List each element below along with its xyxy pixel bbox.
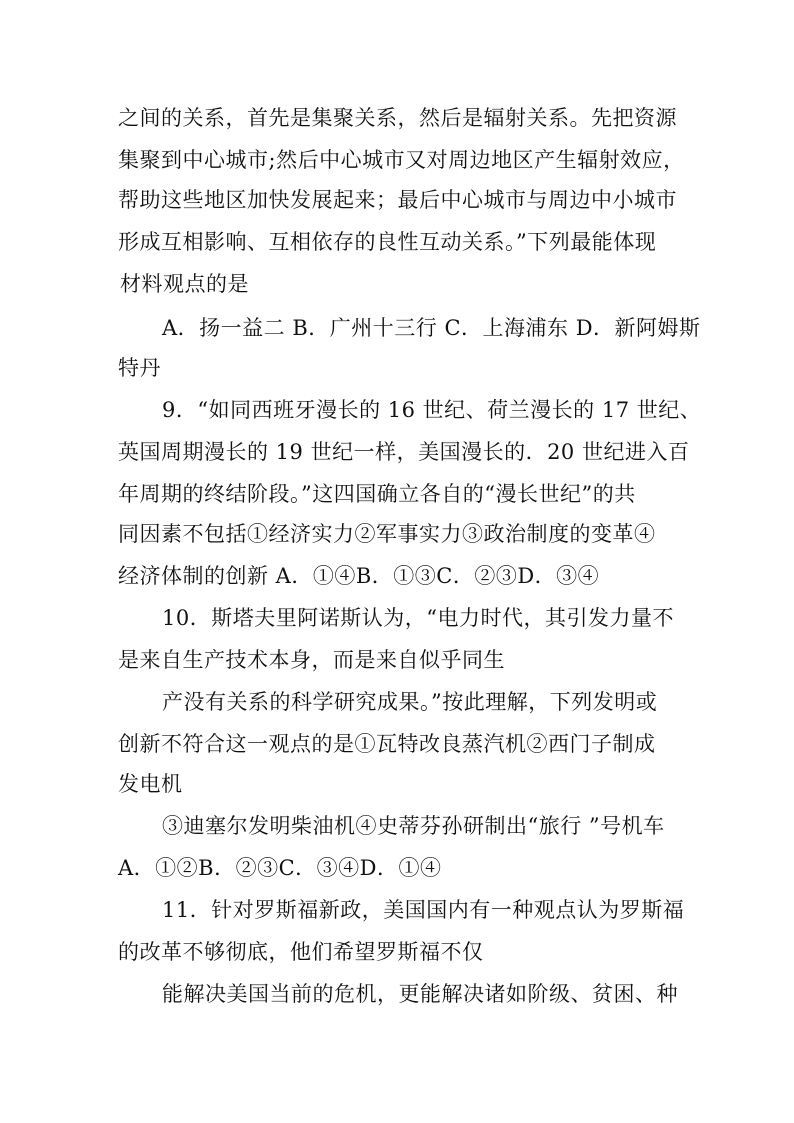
text-line: 发电机 (118, 772, 183, 796)
text-line: ③迪塞尔发明柴油机④史蒂芬孙研制出“旅行 ”号机车 (162, 814, 665, 838)
question-10: 10．斯塔夫里阿诺斯认为，“电力时代，其引发力量不 (162, 606, 674, 630)
answer-options: A．①②B．②③C．③④D．①④ (118, 856, 442, 880)
text-line: 英国周期漫长的 19 世纪一样，美国漫长的．20 世纪进入百 (118, 440, 690, 464)
text-line: 集聚到中心城市;然后中心城市又对周边地区产生辐射效应， (118, 148, 685, 172)
text-line: 创新不符合这一观点的是①瓦特改良蒸汽机②西门子制成 (118, 732, 656, 756)
text-line: 之间的关系，首先是集聚关系，然后是辐射关系。先把资源 (118, 106, 677, 130)
answer-options: A．扬一益二 B．广州十三行 C．上海浦东 D．新阿姆斯 (162, 316, 701, 340)
text-line: 的改革不够彻底，他们希望罗斯福不仅 (118, 940, 484, 964)
text-line: 产没有关系的科学研究成果。”按此理解，下列发明或 (162, 690, 658, 714)
text-line: 同因素不包括①经济实力②军事实力③政治制度的变革④ (118, 522, 656, 546)
text-line: 帮助这些地区加快发展起来；最后中心城市与周边中小城市 (118, 188, 677, 212)
text-line: 形成互相影响、互相依存的良性互动关系。”下列最能体现 (118, 230, 657, 254)
text-line: 能解决美国当前的危机，更能解决诸如阶级、贫困、种 (162, 982, 678, 1006)
text-line: 是来自生产技术本身，而是来自似乎同生 (118, 648, 505, 672)
question-11: 11．针对罗斯福新政，美国国内有一种观点认为罗斯福 (162, 898, 685, 922)
question-9: 9．“如同西班牙漫长的 16 世纪、荷兰漫长的 17 世纪、 (162, 398, 702, 422)
text-line: 材料观点的是 (120, 272, 249, 296)
answer-options: 经济体制的创新 A．①④B．①③C．②③D．③④ (118, 564, 600, 588)
text-line: 特丹 (118, 356, 161, 380)
text-line: 年周期的终结阶段。”这四国确立各自的“漫长世纪”的共 (118, 482, 636, 506)
